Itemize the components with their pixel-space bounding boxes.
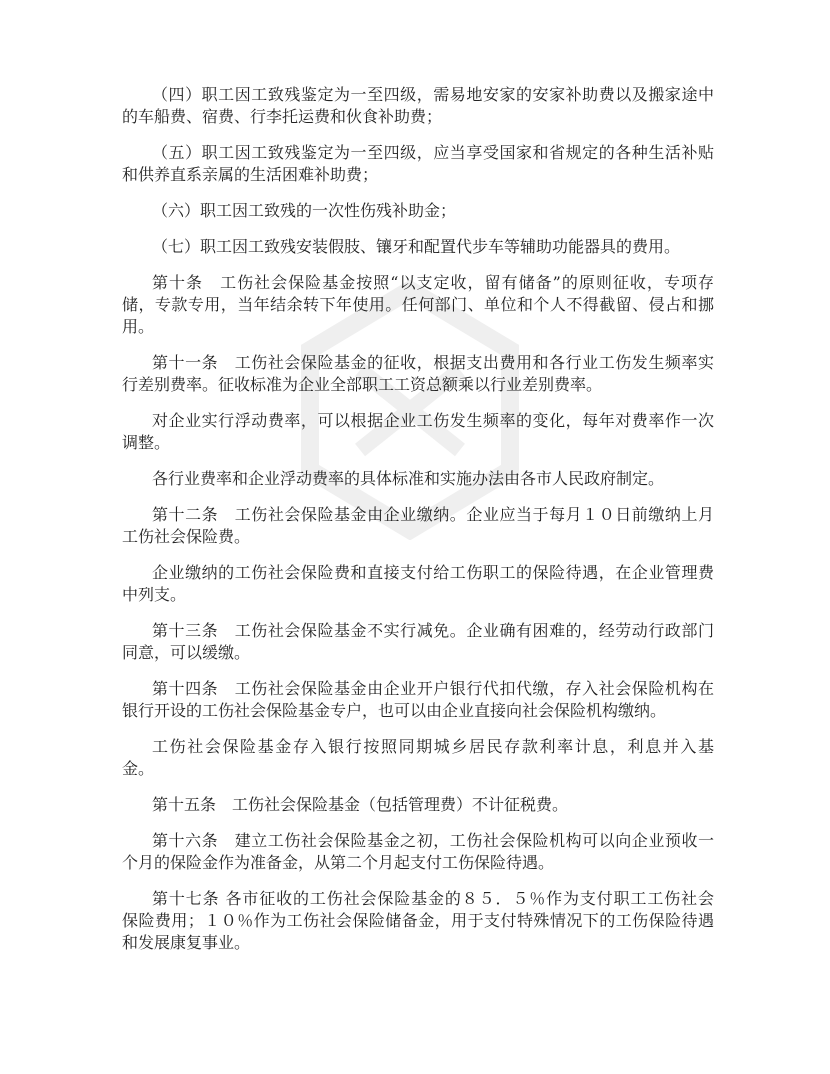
paragraph: [122, 678, 714, 722]
paragraph: [122, 620, 714, 664]
paragraph-line: 同意，可以缓缴。: [122, 643, 251, 662]
paragraph-line: 中列支。: [122, 585, 187, 604]
paragraph: [122, 84, 714, 128]
paragraph: [122, 468, 714, 490]
paragraph-line: 工伤社会保险费。: [122, 527, 251, 546]
paragraph-line: （五）职工因工致残鉴定为一至四级，应当享受国家和省规定的各种生活补贴: [152, 143, 714, 162]
paragraph-line: 调整。: [122, 433, 171, 452]
paragraph-line: 保险费用；１０％作为工伤社会保险储备金，用于支付特殊情况下的工伤保险待遇: [122, 911, 714, 930]
paragraph-line: 第十一条 工伤社会保险基金的征收，根据支出费用和各行业工伤发生频率实: [152, 353, 714, 372]
paragraph: [122, 830, 714, 874]
paragraph-line: 工伤社会保险基金存入银行按照同期城乡居民存款利率计息，利息并入基: [152, 737, 714, 756]
paragraph-line: （四）职工因工致残鉴定为一至四级，需易地安家的安家补助费以及搬家途中: [152, 85, 714, 104]
paragraph: [122, 352, 714, 396]
paragraph-line: 企业缴纳的工伤社会保险费和直接支付给工伤职工的保险待遇，在企业管理费: [152, 563, 714, 582]
paragraph-line: 第十七条 各市征收的工伤社会保险基金的８５．５％作为支付职工工伤社会: [152, 889, 714, 908]
paragraph: [122, 562, 714, 606]
paragraph-line: 个月的保险金作为准备金，从第二个月起支付工伤保险待遇。: [122, 853, 555, 872]
paragraph-line: （六）职工因工致残的一次性伤残补助金；: [152, 201, 457, 220]
paragraph-line: 第十五条 工伤社会保险基金（包括管理费）不计征税费。: [152, 795, 569, 814]
paragraph-line: 储，专款专用，当年结余转下年使用。任何部门、单位和个人不得截留、侵占和挪: [122, 295, 714, 314]
paragraph: [122, 888, 714, 954]
paragraph-line: （七）职工因工致残安装假肢、镶牙和配置代步车等辅助功能器具的费用。: [152, 237, 681, 256]
paragraph-line: 第十二条 工伤社会保险基金由企业缴纳。企业应当于每月１０日前缴纳上月: [152, 505, 714, 524]
paragraph: [122, 410, 714, 454]
paragraph: [122, 504, 714, 548]
paragraph-line: 用。: [122, 317, 155, 336]
paragraph: [122, 236, 714, 258]
paragraph: [122, 200, 714, 222]
paragraph-line: 金。: [122, 759, 155, 778]
paragraph: [122, 142, 714, 186]
paragraph-line: 第十六条 建立工伤社会保险基金之初，工伤社会保险机构可以向企业预收一: [152, 831, 714, 850]
paragraph-line: 第十条 工伤社会保险基金按照“以支定收，留有储备”的原则征收，专项存: [152, 273, 714, 292]
paragraph-line: 的车船费、宿费、行李托运费和伙食补助费；: [122, 107, 443, 126]
paragraph-line: 行差别费率。征收标准为企业全部职工工资总额乘以行业差别费率。: [122, 375, 603, 394]
paragraph-line: 和供养直系亲属的生活困难补助费；: [122, 165, 379, 184]
paragraph-line: 第十三条 工伤社会保险基金不实行减免。企业确有困难的，经劳动行政部门: [152, 621, 714, 640]
paragraph-line: 各行业费率和企业浮动费率的具体标准和实施办法由各市人民政府制定。: [152, 469, 665, 488]
paragraph-line: 和发展康复事业。: [122, 933, 251, 952]
paragraph: [122, 794, 714, 816]
paragraph-line: 银行开设的工伤社会保险基金专户，也可以由企业直接向社会保险机构缴纳。: [122, 701, 667, 720]
paragraph-line: 对企业实行浮动费率，可以根据企业工伤发生频率的变化，每年对费率作一次: [152, 411, 714, 430]
document-body: [122, 84, 714, 968]
paragraph: [122, 736, 714, 780]
paragraph: [122, 272, 714, 338]
paragraph-line: 第十四条 工伤社会保险基金由企业开户银行代扣代缴，存入社会保险机构在: [152, 679, 714, 698]
